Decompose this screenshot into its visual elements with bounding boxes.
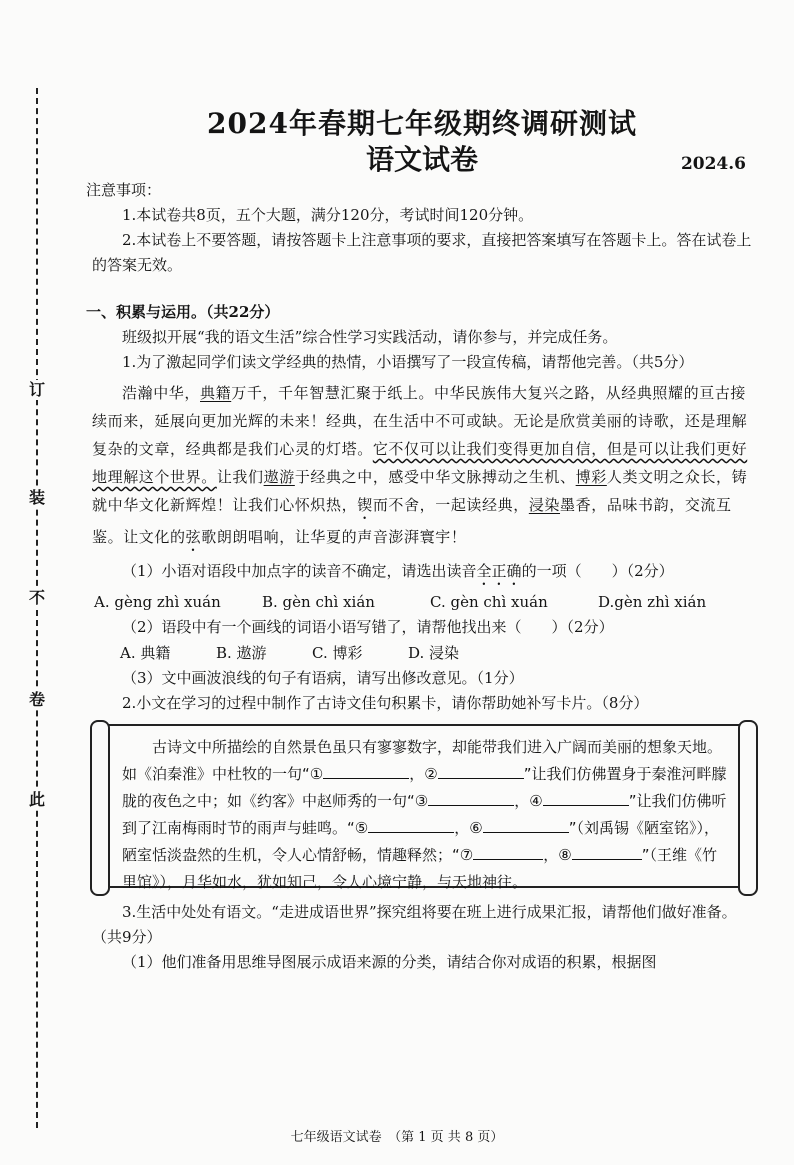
underlined-word-jinran: 浸染 <box>528 496 561 514</box>
option-b: B. gèn chì xián <box>262 593 375 611</box>
poetry-card-text <box>122 734 730 896</box>
answer-blank-4[interactable] <box>543 788 629 806</box>
title-row <box>92 142 752 178</box>
question-1-sub-1 <box>92 559 752 589</box>
passage-text: 浩瀚中华， <box>122 384 201 402</box>
poetry-card <box>98 724 750 891</box>
exam-title: 2024年春期七年级期终调研测试 <box>207 107 637 140</box>
answer-blank-5[interactable] <box>368 815 454 833</box>
exam-date: 2024.6 <box>680 154 746 174</box>
question-1-passage <box>92 379 752 555</box>
question-3-stem: 3.生活中处处有语文。“走进成语世界”探究组将要在班上进行成果汇报，请帮他们做好准备。（共9分） <box>92 903 737 946</box>
card-text: ”让我们仿佛置身于秦淮河畔朦胧的夜色之中；如《约客》中赵师秀的一句“③ <box>122 765 727 810</box>
underlined-word-aoyou: 遨游 <box>263 468 295 486</box>
margin-label-bu: 不 <box>28 588 45 607</box>
binding-margin-line <box>36 88 38 1128</box>
option-d: D. 浸染 <box>408 644 460 662</box>
question-1-stem: 1.为了激起同学们读文学经典的热情，小语撰写了一段宣传稿，请帮他完善。（共5分） <box>122 353 694 371</box>
option-a: A. 典籍 <box>120 644 171 662</box>
card-text: 古诗文中所描绘的自然景色虽只有寥寥数字，却能带我们进入广阔而美丽的想象天地。如《泊秦淮》中杜牧的一句“① <box>122 738 723 783</box>
question-3-sub-1: （1）他们准备用思维导图展示成语来源的分类，请结合你对成语的积累，根据图 <box>122 953 657 971</box>
underlined-word-bocai: 博彩 <box>575 468 607 486</box>
sub-question-text: 的一项（ ）（2分） <box>521 562 674 580</box>
passage-text: 于经典之中，感受中华文脉搏动之生机、 <box>294 468 576 486</box>
notice-item-1: 1.本试卷共8页，五个大题，满分120分，考试时间120分钟。 <box>122 206 534 224</box>
answer-blank-2[interactable] <box>438 761 524 779</box>
notice-item-2: 2.本试卷上不要答题，请按答题卡上注意事项的要求，直接把答案填写在答题卡上。答在试卷上的答案无效。 <box>92 231 752 274</box>
margin-label-ding: 订 <box>28 380 45 399</box>
answer-blank-3[interactable] <box>428 788 514 806</box>
passage-text: 让我们 <box>216 468 264 486</box>
page-footer: 七年级语文试卷 （第 1 页 共 8 页） <box>290 1130 504 1145</box>
question-1-sub-1-options <box>92 589 752 615</box>
card-text: ，④ <box>514 792 543 810</box>
underlined-word-dianji: 典籍 <box>200 384 232 402</box>
passage-text: 万千，千年智慧汇聚于纸上。中华民族伟大复兴之路，从经典照耀的亘古接续而来，延展向更加光辉的未来！经典，在生活中不可或缺。无论是欣赏美丽的诗歌，还是理解复杂的文章，经典都是我们心灵的灯塔。 <box>92 384 748 458</box>
card-text: ”（刘禹锡《陋室铭》），陋室恬淡盎然的生机，令人心情舒畅，情趣释然；“⑦ <box>122 819 719 864</box>
wavy-underlined-sentence: 它不仅可以让我们变得更加自信，但是可以让我们更好地理解这个世界。 <box>92 440 748 486</box>
passage-text: 而不舍，一起读经典， <box>372 496 529 514</box>
passage-text: 歌朗朗唱响，让华夏的声音澎湃寰宇！ <box>201 528 467 546</box>
question-1-sub-3: （3）文中画波浪线的句子有语病，请写出修改意见。（1分） <box>122 669 524 687</box>
margin-label-ci: 此 <box>28 790 45 809</box>
notice-heading: 注意事项： <box>86 181 162 199</box>
answer-blank-7[interactable] <box>473 842 543 860</box>
margin-label-juan: 卷 <box>28 690 45 709</box>
option-d: D.gèn zhì xián <box>598 593 707 611</box>
answer-blank-8[interactable] <box>572 842 642 860</box>
card-text: ，⑧ <box>543 846 572 864</box>
option-b: B. 遨游 <box>216 644 267 662</box>
option-c: C. gèn chì xuán <box>430 593 548 611</box>
question-2-stem: 2.小文在学习的过程中制作了古诗文佳句积累卡，请你帮助她补写卡片。（8分） <box>122 694 649 712</box>
dotted-emphasis: 全正确 <box>476 562 522 580</box>
scroll-right-roll <box>738 720 758 896</box>
dotted-char-xian: 弦 <box>185 528 202 546</box>
margin-label-zhuang: 装 <box>28 488 45 507</box>
passage-text: 墨香，品味书韵，交流互鉴。让文化的 <box>92 496 732 546</box>
card-text: ，② <box>409 765 438 783</box>
scroll-left-roll <box>90 720 110 896</box>
question-1-sub-2-options <box>92 640 752 666</box>
sub-question-text: （1）小语对语段中加点字的读音不确定，请选出读音 <box>122 562 477 580</box>
section-1-heading: 一、积累与运用。（共22分） <box>86 303 280 321</box>
dotted-char-qie: 锲 <box>357 496 373 514</box>
passage-text: 人类文明之众长，铸就中华文化新辉煌！让我们心怀炽热， <box>92 468 748 514</box>
exam-subtitle: 语文试卷 <box>365 143 478 176</box>
card-text: ”（王维《竹里馆》），月华如水，犹如知己，令人心境宁静，与天地神往。 <box>122 846 717 891</box>
option-c: C. 博彩 <box>312 644 363 662</box>
section-1-intro: 班级拟开展“我的语文生活”综合性学习实践活动，请你参与，并完成任务。 <box>122 328 618 346</box>
option-a: A. gèng zhì xuán <box>94 593 221 611</box>
answer-blank-1[interactable] <box>323 761 409 779</box>
card-text: ”让我们仿佛听到了江南梅雨时节的雨声与蛙鸣。“⑤ <box>122 792 727 837</box>
card-text: ，⑥ <box>454 819 483 837</box>
question-1-sub-2: （2）语段中有一个画线的词语小语写错了，请帮他找出来（ ）（2分） <box>122 618 614 636</box>
answer-blank-6[interactable] <box>483 815 569 833</box>
exam-page <box>86 98 752 975</box>
